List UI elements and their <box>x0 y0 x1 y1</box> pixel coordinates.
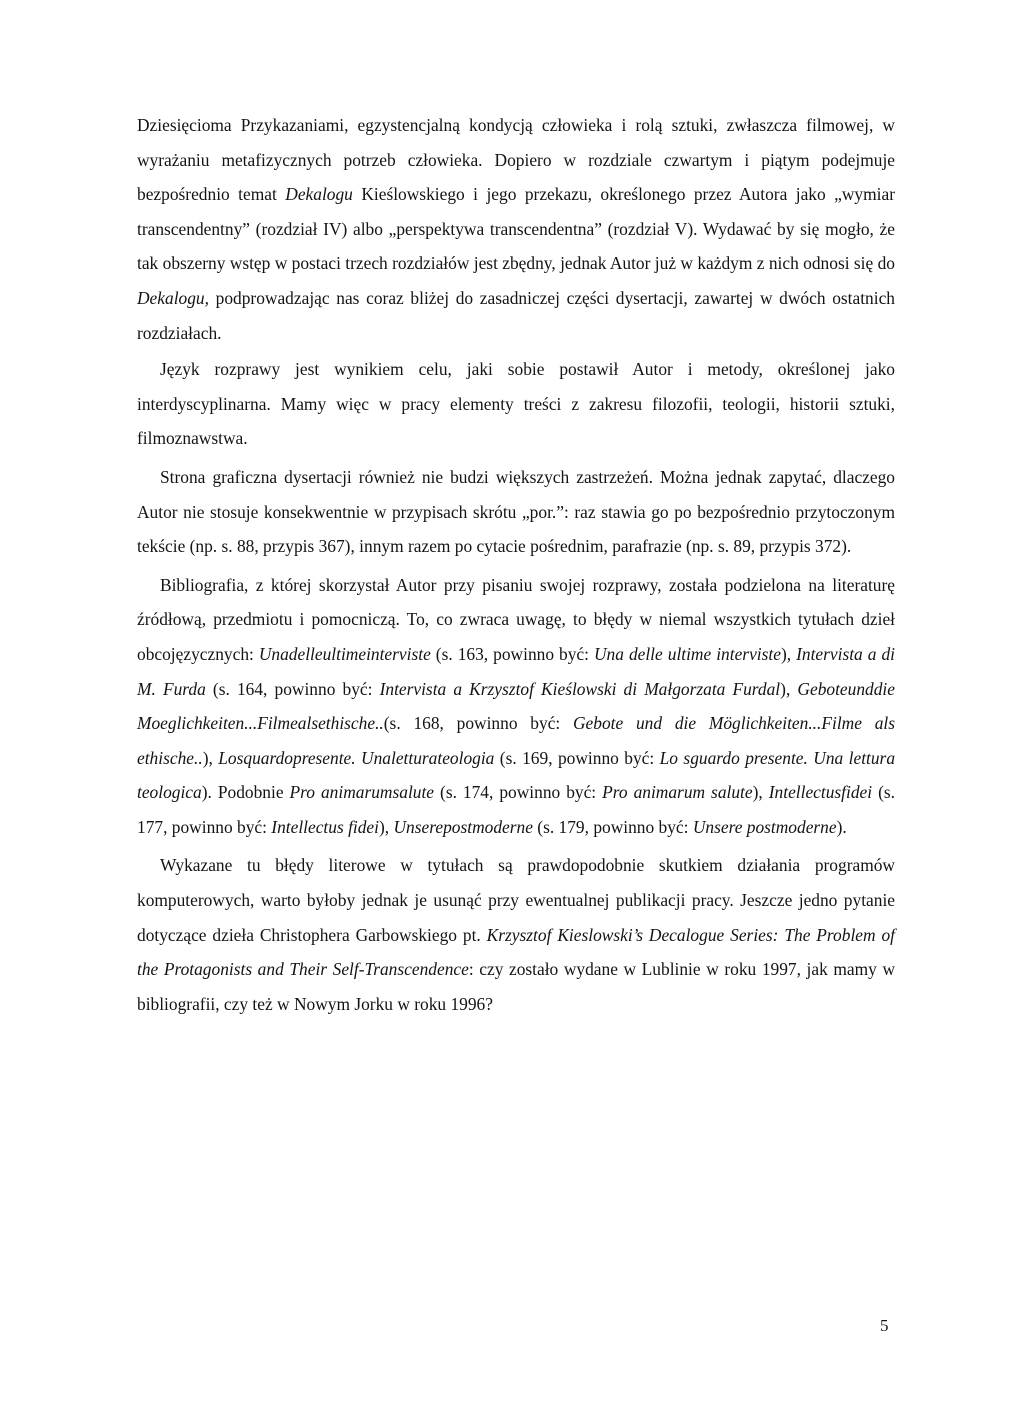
italic-title-run: Unadelleultimeinterviste <box>258 643 431 664</box>
document-body <box>137 108 895 1021</box>
italic-title-run: Geboteunddie Moeglichkeiten...Filmealsethische.. <box>137 678 895 734</box>
italic-title-run: Intellectus fidei <box>271 816 379 837</box>
paragraph-4 <box>137 568 895 845</box>
paragraph-3 <box>137 460 895 564</box>
italic-title-run: Pro animarumsalute <box>289 782 435 803</box>
paragraph-2 <box>137 352 895 456</box>
text-run: ). <box>836 816 847 837</box>
text-run: Strona graficzna dysertacji również nie budzi większych zastrzeżeń. Można jednak zapytać, dlaczego Autor nie stosuje konsekwentnie w przypisach skrótu „por.”: raz stawia go po bezpośrednio przytoczonym tekście (np. s. 88, przypis 367), innym razem po cytacie pośrednim, parafrazie (np. s. 89, przypis 372). <box>137 466 895 557</box>
text-run: (s. 177, powinno być: <box>137 782 895 837</box>
italic-title-run: Pro animarum salute <box>602 782 753 803</box>
italic-title-run: Lo sguardo presente. Una lettura teologica <box>137 747 896 803</box>
text-run: ), <box>752 782 769 803</box>
text-run: ), <box>379 816 394 837</box>
text-run: ), <box>780 678 798 699</box>
paragraph-1 <box>137 108 895 350</box>
text-run: Wykazane tu błędy literowe w tytułach są prawdopodobnie skutkiem działania programów komputerowych, warto byłoby jednak je usunąć przy ewentualnej publikacji pracy. Jeszcze jedno pytanie dotyczące dzieła Christophera Garbowskiego pt. <box>137 855 895 945</box>
text-run: (s. 179, powinno być: <box>532 816 693 837</box>
text-run: ), <box>202 747 219 768</box>
text-run: (s. 169, powinno być: <box>494 747 660 768</box>
paragraph-5 <box>137 848 895 1021</box>
italic-title-run: Intervista a di M. Furda <box>137 643 895 699</box>
text-run: : czy zostało wydane w Lublinie w roku 1997, jak mamy w bibliografii, czy też w Nowym Jorku w roku 1996? <box>137 959 895 1014</box>
italic-title-run: Losquardopresente. Unaletturateologia <box>218 747 495 768</box>
text-run: (s. 174, powinno być: <box>434 782 603 803</box>
text-run: Dziesięcioma Przykazaniami, egzystencjalną kondycją człowieka i rolą sztuki, zwłaszcza filmowej, w wyrażaniu metafizycznych potrzeb człowieka. Dopiero w rozdziale czwartym i piątym podejmuje bezpośrednio temat <box>137 115 895 205</box>
italic-title-run: Intellectusfidei <box>768 782 873 803</box>
italic-title-run: Dekalogu <box>285 184 353 205</box>
italic-title-run: Una delle ultime interviste <box>593 643 781 664</box>
text-run: (s. 163, powinno być: <box>430 643 594 664</box>
text-run: ), <box>780 643 797 664</box>
text-run: (s. 164, powinno być: <box>205 678 380 699</box>
text-run: podprowadzając nas coraz bliżej do zasadniczej części dysertacji, zawartej w dwóch ostatnich rozdziałach. <box>137 287 895 343</box>
text-run: ). Podobnie <box>201 782 290 803</box>
italic-title-run: Krzysztof Kieslowski’s Decalogue Series: The Problem of the Protagonists and Their Self-Transcendence <box>137 924 895 980</box>
italic-title-run: Intervista a Krzysztof Kieślowski di Małgorzata Furdal <box>379 678 781 699</box>
text-run: Kieślowskiego i jego przekazu, określonego przez Autora jako „wymiar transcendentny” (rozdział IV) albo „perspektywa transcendentna” (rozdział V). Wydawać by się mogło, że tak obszerny wstęp w postaci trzech rozdziałów jest zbędny, jednak Autor już w każdym z nich odnosi się do <box>137 184 895 274</box>
italic-title-run: Unsere postmoderne <box>692 816 837 837</box>
italic-title-run: Gebote und die Möglichkeiten...Filme als ethische.. <box>137 713 895 768</box>
page-number: 5 <box>880 1316 889 1335</box>
text-run: (s. 168, powinno być: <box>383 713 573 734</box>
italic-title-run: Unserepostmoderne <box>393 816 533 837</box>
text-run: Język rozprawy jest wynikiem celu, jaki sobie postawił Autor i metody, określonej jako interdyscyplinarna. Mamy więc w pracy elementy treści z zakresu filozofii, teologii, historii sztuki, filmoznawstwa. <box>137 359 895 449</box>
italic-title-run: Dekalogu, <box>137 287 209 308</box>
text-run: Bibliografia, z której skorzystał Autor przy pisaniu swojej rozprawy, została podzielona na literaturę źródłową, przedmiotu i pomocniczą. To, co zwraca uwagę, to błędy w niemal wszystkich tytułach dzieł obcojęzycznych: <box>137 574 895 664</box>
